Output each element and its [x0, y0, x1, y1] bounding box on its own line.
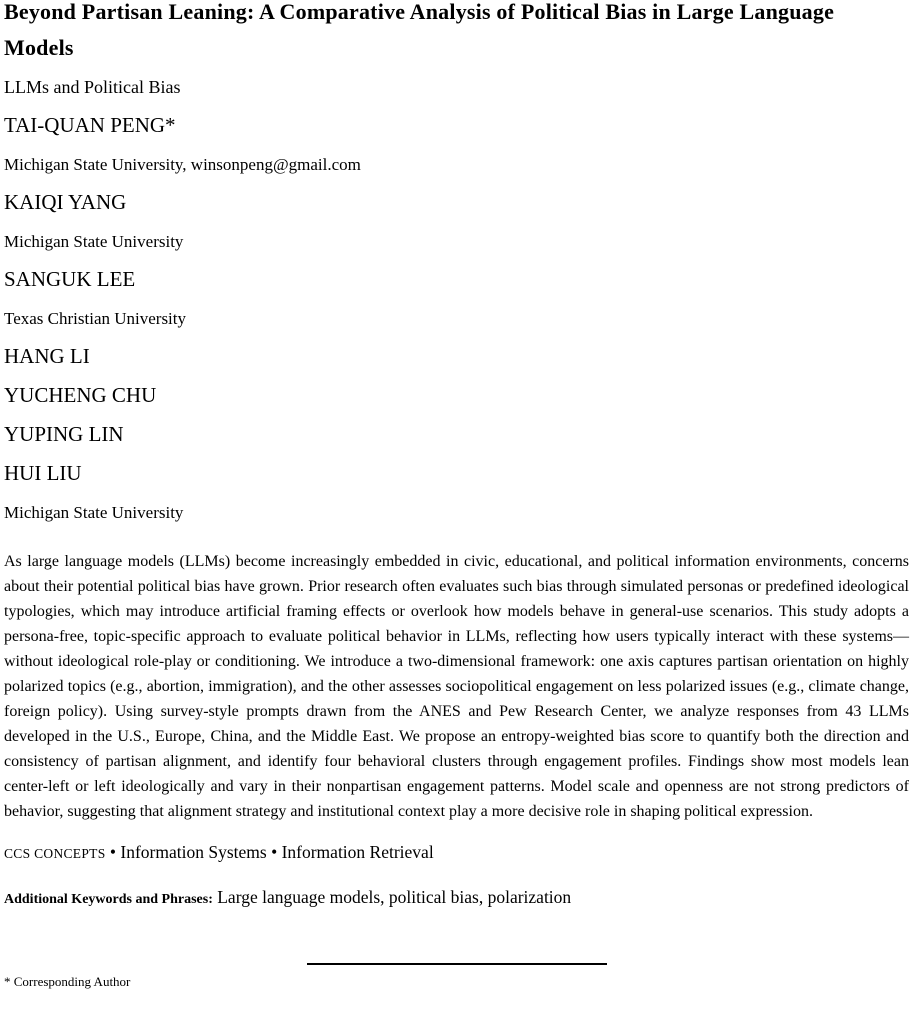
author-name-yuping-lin: YUPING LIN [4, 422, 124, 446]
ccs-concepts-line [4, 840, 909, 866]
ccs-concepts-label: CCS CONCEPTS [4, 846, 106, 861]
paper-title: Beyond Partisan Leaning: A Comparative Analysis of Political Bias in Large Language Models [4, 0, 835, 60]
author-name-kaiqi-yang: KAIQI YANG [4, 190, 127, 214]
author-list [4, 112, 909, 525]
author-name-hang-li: HANG LI [4, 344, 90, 368]
footnote-divider [307, 963, 607, 965]
keywords-line [4, 885, 909, 912]
author-name-sanguk-lee: SANGUK LEE [4, 267, 136, 291]
author-name-yucheng-chu: YUCHENG CHU [4, 383, 157, 407]
corresponding-author-footnote: * Corresponding Author [4, 974, 131, 989]
keywords-label: Additional Keywords and Phrases: [4, 892, 213, 907]
running-title: LLMs and Political Bias [4, 77, 181, 97]
ccs-concepts-content: • Information Systems • Information Retrieval [105, 842, 434, 862]
author-affiliation: Texas Christian University [4, 309, 187, 328]
abstract-text: As large language models (LLMs) become increasingly embedded in civic, educational, and political information environments, concerns about their potential political bias have grown. Prior research often evaluates such bias through simulated personas or predefined ideological typologies, which may introduce artificial framing effects or overlook how models behave in general-use scenarios. This study adopts a persona-free, topic-specific approach to evaluate political behavior in LLMs, reflecting how users typically interact with these systems—without ideological role-play or conditioning. We introduce a two-dimensional framework: one axis captures partisan orientation on highly polarized topics (e.g., abortion, immigration), and the other assesses sociopolitical engagement on less polarized issues (e.g., climate change, foreign policy). Using survey-style prompts drawn from the ANES and Pew Research Center, we analyze responses from 43 LLMs developed in the U.S., Europe, China, and the Middle East. We propose an entropy-weighted bias score to quantify both the direction and consistency of partisan alignment, and identify four behavioral clusters through engagement profiles. Findings show most models lean center-left or left ideologically and vary in their nonpartisan engagement patterns. Model scale and openness are not strong predictors of behavior, suggesting that alignment strategy and institutional context play a more decisive role in shaping political expression. [4, 553, 909, 820]
author-affiliation-email: Michigan State University, winsonpeng@gmail.com [4, 155, 361, 174]
keywords-content: Large language models, political bias, polarization [212, 887, 572, 907]
author-affiliation: Michigan State University [4, 503, 184, 522]
author-affiliation: Michigan State University [4, 232, 184, 251]
author-name-hui-liu: HUI LIU [4, 461, 82, 485]
author-name-tai-quan-peng: TAI-QUAN PENG* [4, 113, 176, 137]
